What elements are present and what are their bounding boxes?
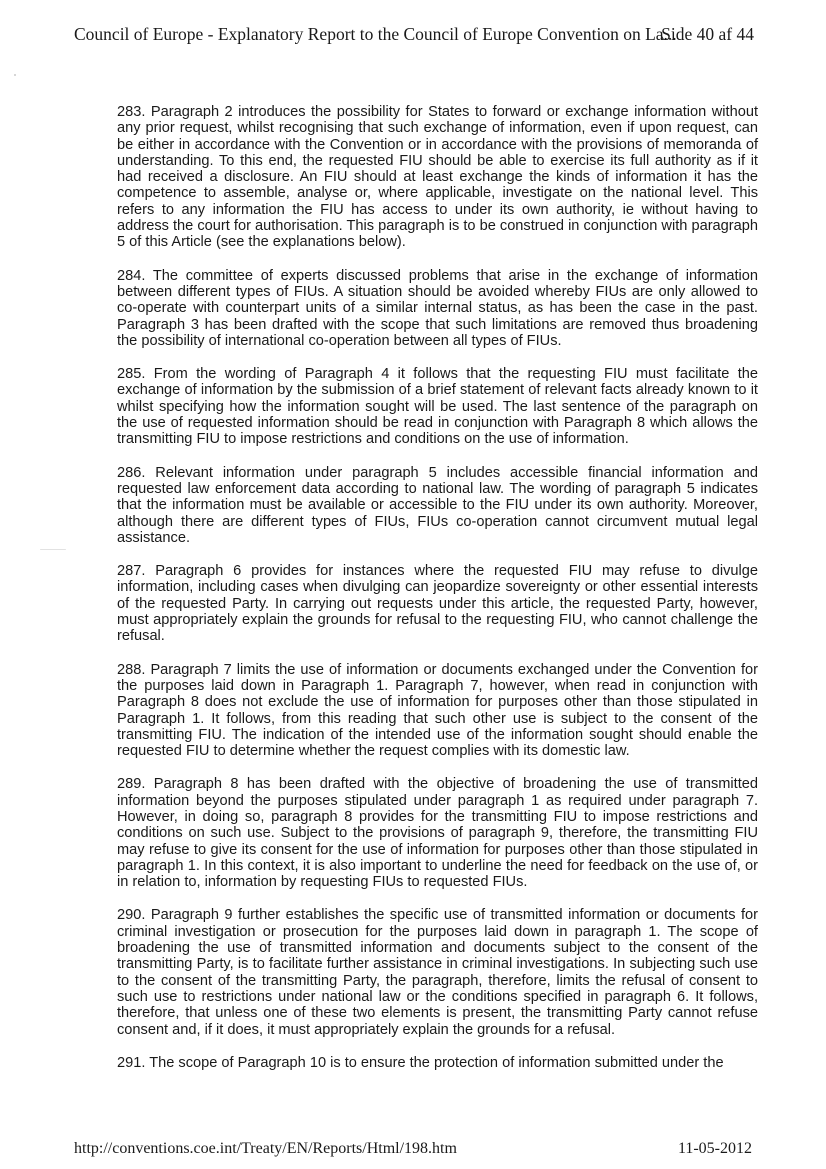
paragraph-288: 288. Paragraph 7 limits the use of information or documents exchanged under the Convention for the purposes laid down in Paragraph 1. Paragraph 7, however, when read in conjunction with Paragraph 8 does not exclude the use of information for purposes other than those stipulated in Paragraph 1. It follows, from this reading that such other use is subject to the consent of the transmitting FIU. The indication of the intended use of the information sought should enable the requested FIU to determine whether the request complies with its domestic law. xyxy=(117,661,758,760)
scan-speck xyxy=(14,74,16,76)
scan-mark xyxy=(40,549,66,550)
print-date: 11-05-2012 xyxy=(677,1140,752,1157)
paragraph-284: 284. The committee of experts discussed problems that arise in the exchange of information between different types of FIUs. A situation should be avoided whereby FIUs are only allowed to co-operate with counterpart units of a similar internal status, as has been the case in the past. Paragraph 3 has been drafted with the scope that such limitations are removed thus broadening the possibility of international co-operation between all types of FIUs. xyxy=(117,267,758,349)
page-number: Side 40 af 44 xyxy=(661,24,754,44)
paragraph-289: 289. Paragraph 8 has been drafted with the objective of broadening the use of transmitted information beyond the purposes stipulated under paragraph 1 as required under paragraph 7. However, in doing so, paragraph 8 provides for the transmitting FIU to impose restrictions and conditions on such use. Subject to the provisions of paragraph 9, therefore, the transmitting FIU may refuse to give its consent for the use of information for purposes other than those stipulated in paragraph 1. In this context, it is also important to underline the need for feedback on the use of, or in relation to, information by requesting FIUs to requested FIUs. xyxy=(117,776,758,891)
page-footer xyxy=(0,1140,826,1164)
paragraph-290: 290. Paragraph 9 further establishes the specific use of transmitted information or documents for criminal investigation or prosecution for the purposes laid down in paragraph 1. The scope of broadening the use of transmitted information and documents subject to the consent of the transmitting Party, is to facilitate further assistance in criminal investigations. In subjecting such use to the consent of the transmitting Party, the paragraph, therefore, limits the refusal of consent to such use to restrictions under national law or the conditions specified in paragraph 6. It follows, therefore, that unless one of these two elements is present, the transmitting Party cannot refuse consent and, if it does, it must appropriately explain the grounds for a refusal. xyxy=(117,907,758,1038)
paragraph-283: 283. Paragraph 2 introduces the possibility for States to forward or exchange information without any prior request, whilst recognising that such exchange of information, even if upon request, can be either in accordance with the Convention or in accordance with the provisions of memoranda of understanding. To this end, the requested FIU should be able to exercise its full authority as if it had received a disclosure. An FIU should at least exchange the kinds of information it has the competence to assemble, analyse or, where applicable, investigate on the national level. This refers to any information the FIU has access to under its own authority, ie without having to address the court for authorisation. This paragraph is to be construed in conjunction with paragraph 5 of this Article (see the explanations below). xyxy=(117,104,758,251)
paragraph-286: 286. Relevant information under paragraph 5 includes accessible financial information and requested law enforcement data according to national law. The wording of paragraph 5 indicates that the information must be available or accessible to the FIU under its own authority. Moreover, although there are different types of FIUs, FIUs co-operation cannot circumvent mutual legal assistance. xyxy=(117,464,758,546)
document-title: Council of Europe - Explanatory Report to the Council of Europe Convention on La... xyxy=(74,24,677,44)
page-header xyxy=(0,24,826,54)
source-url: http://conventions.coe.int/Treaty/EN/Reports/Html/198.htm xyxy=(74,1140,457,1157)
paragraph-291: 291. The scope of Paragraph 10 is to ensure the protection of information submitted under the xyxy=(117,1054,724,1071)
document-body xyxy=(117,104,758,1088)
paragraph-285: 285. From the wording of Paragraph 4 it follows that the requesting FIU must facilitate the exchange of information by the submission of a brief statement of relevant facts already known to it whilst specifying how the information sought will be used. The last sentence of the paragraph on the use of requested information should be read in conjunction with Paragraph 8 which allows the transmitting FIU to impose restrictions and conditions on the use of information. xyxy=(117,366,758,448)
paragraph-287: 287. Paragraph 6 provides for instances where the requested FIU may refuse to divulge information, including cases when divulging can jeopardize sovereignty or other essential interests of the requested Party. In carrying out requests under this article, the requested Party, however, must appropriately explain the grounds for refusal to the requesting FIU, who cannot challenge the refusal. xyxy=(117,563,758,645)
